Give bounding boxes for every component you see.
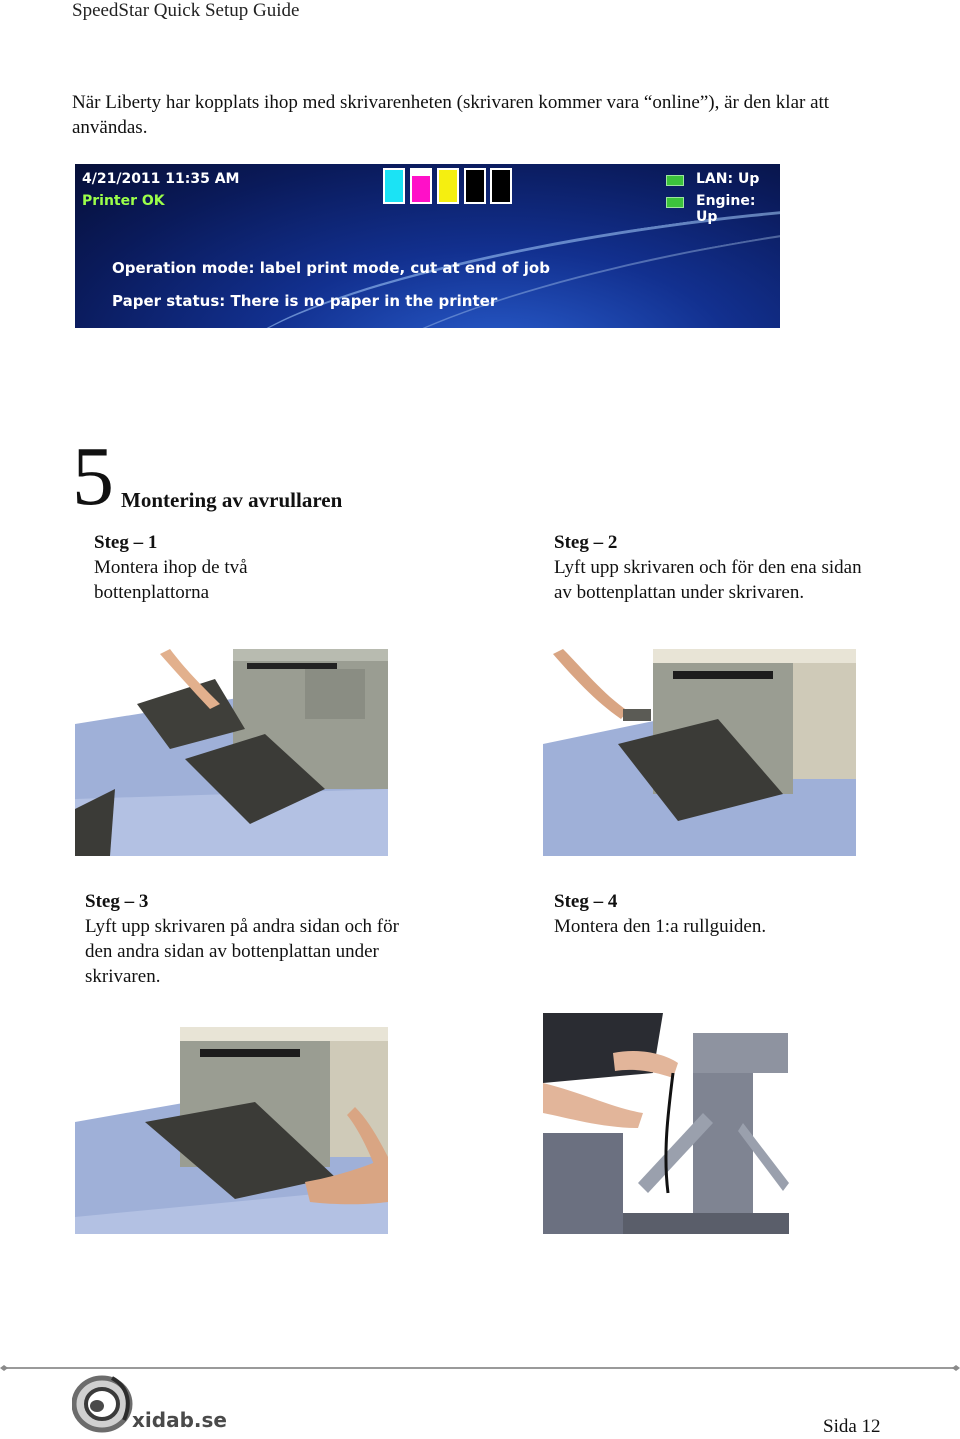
step-3 <box>85 889 405 989</box>
step-4-text: Montera den 1:a rullguiden. <box>554 916 767 937</box>
engine-led-icon <box>666 197 684 208</box>
status-datetime: 4/21/2011 11:35 AM <box>82 171 240 187</box>
photo-step-2 <box>543 649 856 856</box>
status-operation-mode: Operation mode: label print mode, cut at end of job <box>112 259 550 277</box>
photo-step-1 <box>75 649 388 856</box>
section-number: 5 <box>72 430 114 523</box>
printer-status-screen <box>75 164 780 328</box>
step-1-label: Steg – 1 <box>94 532 158 553</box>
ink-yellow-icon <box>437 168 459 204</box>
status-engine: Engine: Up <box>696 193 756 225</box>
lan-led-icon <box>666 175 684 186</box>
page-number: Sida 12 <box>823 1416 881 1437</box>
photo-step-4 <box>543 1013 789 1234</box>
step-2 <box>554 530 874 605</box>
footer-divider <box>0 1358 960 1364</box>
step-3-text: Lyft upp skrivaren på andra sidan och för den andra sidan av bottenplattan under skrivaren. <box>85 916 399 987</box>
section-title: Montering av avrullaren <box>121 488 343 512</box>
status-printer-ok: Printer OK <box>82 193 165 209</box>
step-2-text: Lyft upp skrivaren och för den ena sidan av bottenplattan under skrivaren. <box>554 557 862 603</box>
logo-text: xidab.se <box>132 1408 227 1432</box>
ink-cyan-icon <box>383 168 405 204</box>
status-paper: Paper status: There is no paper in the printer <box>112 292 498 310</box>
xidab-logo <box>72 1372 227 1434</box>
ink-black-icon <box>464 168 486 204</box>
document-header: SpeedStar Quick Setup Guide <box>72 0 300 21</box>
step-4-label: Steg – 4 <box>554 891 618 912</box>
step-3-label: Steg – 3 <box>85 891 149 912</box>
ink-magenta-icon <box>410 168 432 204</box>
photo-step-3 <box>75 1027 388 1234</box>
intro-paragraph: När Liberty har kopplats ihop med skrivarenheten (skrivaren kommer vara “online”), är den klar att användas. <box>72 92 830 138</box>
ink-black-2-icon <box>490 168 512 204</box>
step-4 <box>554 889 884 939</box>
status-lan: LAN: Up <box>696 171 760 187</box>
step-1-text: Montera ihop de två bottenplattorna <box>94 557 248 603</box>
step-1 <box>94 530 354 605</box>
step-2-label: Steg – 2 <box>554 532 618 553</box>
